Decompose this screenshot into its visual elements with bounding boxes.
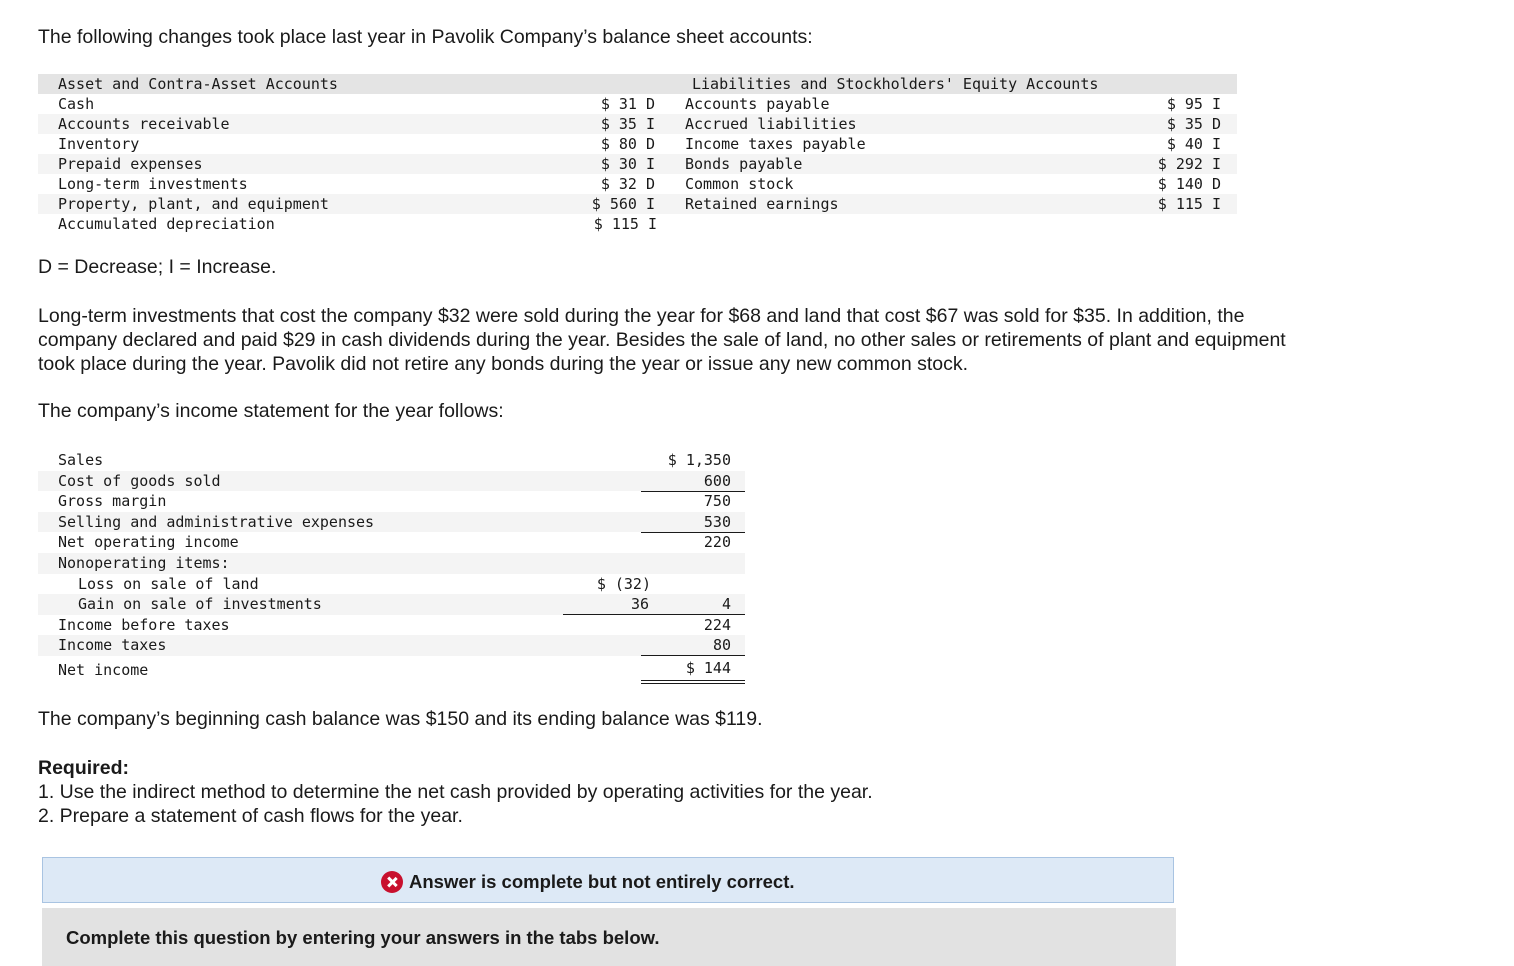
income-intro-text: The company’s income statement for the year follows: — [38, 400, 504, 422]
is-label: Gross margin — [58, 492, 167, 511]
liability-label: Accounts payable — [685, 95, 830, 113]
table-row — [38, 615, 745, 636]
is-total: 530 — [641, 512, 745, 533]
legend-text: D = Decrease; I = Increase. — [38, 256, 277, 278]
income-statement-table — [38, 450, 745, 682]
is-total: 220 — [703, 533, 731, 552]
problem-paragraph: Long-term investments that cost the company $32 were sold during the year for $68 and land that cost $67 was sold for $35. In addition, the company declared and paid $29 in cash dividends during the year. Besides the sale of land, no other sales or retirements of plant and equipment took place during the year. Pavolik did not retire any bonds during the year or issue any new common stock. — [38, 305, 1286, 375]
asset-value: $ 115 I — [593, 215, 657, 233]
asset-label: Inventory — [58, 135, 140, 153]
liability-value: $ 40 I — [1166, 135, 1221, 153]
asset-value: $ 30 I — [600, 155, 655, 173]
asset-label: Cash — [58, 95, 95, 113]
table-row — [38, 553, 745, 574]
is-mid-value: 36 — [563, 594, 655, 615]
table-row — [38, 635, 745, 656]
table-row — [38, 154, 1237, 174]
liability-label: Common stock — [685, 175, 794, 193]
is-total: 750 — [703, 492, 731, 511]
table-row — [38, 450, 745, 471]
is-label: Income before taxes — [58, 615, 230, 634]
error-x-icon — [381, 871, 403, 893]
table-row — [38, 214, 658, 234]
is-total: 80 — [641, 635, 745, 656]
is-label: Sales — [58, 451, 104, 469]
is-label: Nonoperating items: — [58, 553, 230, 572]
required-section — [38, 756, 873, 828]
table-row — [38, 94, 1237, 114]
intro-text: The following changes took place last year in Pavolik Company’s balance sheet accounts: — [38, 26, 813, 48]
table-row — [38, 114, 1237, 134]
tabs-instructions-text: Complete this question by entering your answers in the tabs below. — [66, 927, 660, 948]
required-item-2: 2. Prepare a statement of cash flows for the year. — [38, 805, 463, 827]
is-mid-value: $ (32) — [596, 574, 651, 593]
is-label: Selling and administrative expenses — [58, 512, 375, 531]
table-row — [38, 174, 1237, 194]
liabilities-header: Liabilities and Stockholders' Equity Accounts — [692, 75, 1099, 93]
asset-value: $ 31 D — [600, 95, 655, 113]
table-row — [38, 194, 1237, 214]
asset-header: Asset and Contra-Asset Accounts — [58, 75, 338, 93]
liability-value: $ 35 D — [1166, 115, 1221, 133]
asset-value: $ 80 D — [600, 135, 655, 153]
required-title: Required: — [38, 757, 130, 779]
liability-label: Bonds payable — [685, 155, 803, 173]
asset-value: $ 32 D — [600, 175, 655, 193]
answer-status-text: Answer is complete but not entirely correct. — [409, 871, 795, 892]
cash-balance-text: The company’s beginning cash balance was $150 and its ending balance was $119. — [38, 708, 763, 730]
table-row — [38, 532, 745, 553]
is-label: Net operating income — [58, 533, 239, 552]
table-header-row — [38, 74, 1237, 94]
liability-label: Accrued liabilities — [685, 115, 857, 133]
table-row — [38, 471, 745, 492]
tabs-instructions-panel — [42, 908, 1176, 966]
table-row — [38, 134, 1237, 154]
is-label: Income taxes — [58, 636, 167, 655]
asset-value: $ 560 I — [591, 195, 655, 213]
liability-value: $ 95 I — [1166, 95, 1221, 113]
table-row — [38, 574, 745, 595]
liability-label: Income taxes payable — [685, 135, 866, 153]
table-row — [38, 491, 745, 512]
is-total: $ 1,350 — [667, 451, 731, 469]
asset-label: Accumulated depreciation — [58, 215, 275, 233]
liability-value: $ 140 D — [1157, 175, 1221, 193]
is-total: 4 — [641, 594, 745, 615]
asset-value: $ 35 I — [600, 115, 655, 133]
balance-sheet-changes-table — [38, 74, 1237, 234]
table-row — [38, 512, 745, 533]
is-total: 224 — [703, 615, 731, 634]
asset-label: Prepaid expenses — [58, 155, 203, 173]
liability-label: Retained earnings — [685, 195, 839, 213]
is-label: Cost of goods sold — [58, 471, 221, 490]
asset-label: Property, plant, and equipment — [58, 195, 329, 213]
liability-value: $ 292 I — [1157, 155, 1221, 173]
is-label: Gain on sale of investments — [78, 595, 322, 614]
liability-value: $ 115 I — [1157, 195, 1221, 213]
required-item-1: 1. Use the indirect method to determine the net cash provided by operating activities for the year. — [38, 781, 873, 803]
asset-label: Accounts receivable — [58, 115, 230, 133]
is-total: $ 144 — [641, 656, 745, 684]
is-label: Net income — [58, 660, 149, 679]
asset-label: Long-term investments — [58, 175, 248, 193]
answer-status-banner — [42, 857, 1174, 903]
table-row — [38, 594, 745, 615]
is-label: Loss on sale of land — [78, 574, 259, 593]
is-total: 600 — [641, 471, 745, 492]
table-row — [38, 656, 745, 682]
